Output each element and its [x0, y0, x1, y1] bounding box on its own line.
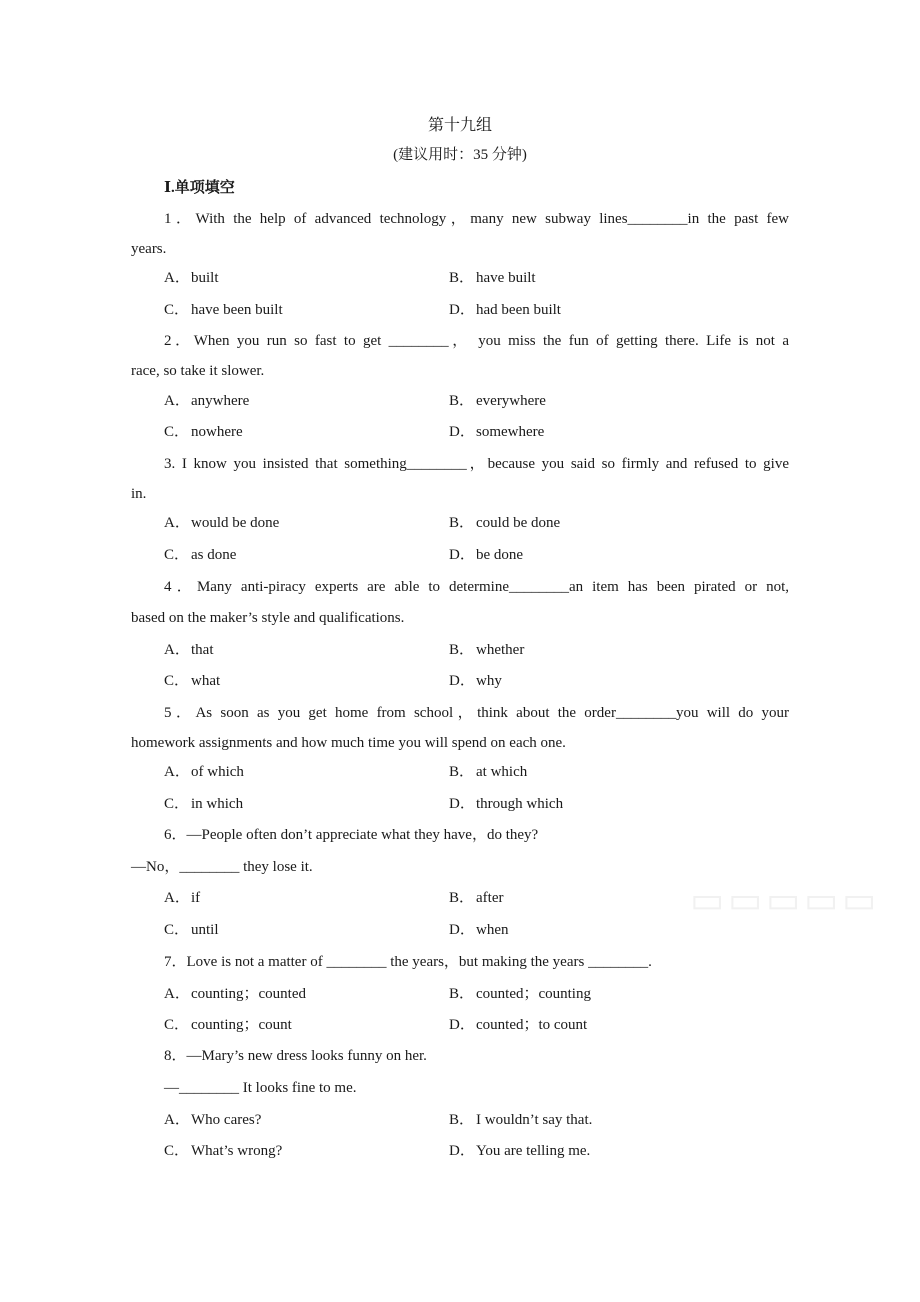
question-2-option-d[interactable]: D．somewhere — [449, 424, 545, 440]
question-6-stem-line-1: 6．—People often don’t appreciate what they have，do they? — [164, 827, 539, 843]
section-heading: Ⅰ.单项填空 — [164, 180, 235, 196]
question-8-option-d[interactable]: D．You are telling me. — [449, 1143, 591, 1159]
question-2-stem-line-2: race, so take it slower. — [131, 363, 265, 379]
question-6-stem-line-2: —No，________ they lose it. — [131, 859, 313, 875]
question-6-option-b[interactable]: B． after — [449, 890, 504, 906]
question-5-option-d[interactable]: D．through which — [449, 796, 564, 812]
question-3-option-a[interactable]: A．would be done — [164, 515, 280, 531]
question-3-stem-line-1: 3. I know you insisted that something________，because you said so firmly and refused to give — [164, 456, 789, 472]
question-2-option-a[interactable]: A．anywhere — [164, 393, 250, 409]
question-1-option-b[interactable]: B． have built — [449, 270, 536, 286]
question-3-stem-line-2: in. — [131, 486, 147, 502]
question-7-option-c[interactable]: C． counting；count — [164, 1017, 292, 1033]
question-4-option-a[interactable]: A．that — [164, 642, 214, 658]
question-7-option-d[interactable]: D．counted；to count — [449, 1017, 588, 1033]
question-5-stem-line-1: 5．As soon as you get home from school，think about the order________you will do your — [164, 705, 789, 721]
question-3-option-b[interactable]: B． could be done — [449, 515, 561, 531]
question-6-option-d[interactable]: D．when — [449, 922, 509, 938]
watermark-graphic: ▭▭▭▭▭ — [690, 880, 881, 921]
question-3-option-c[interactable]: C． as done — [164, 547, 237, 563]
question-8-stem-line-2: —________ It looks fine to me. — [164, 1080, 357, 1096]
question-5-stem-line-2: homework assignments and how much time you will spend on each one. — [131, 735, 566, 751]
question-5-option-c[interactable]: C． in which — [164, 796, 244, 812]
question-4-stem-line-2: based on the maker’s style and qualifications. — [131, 610, 405, 626]
question-1-stem-line-1: 1．With the help of advanced technology，many new subway lines________in the past few — [164, 211, 789, 227]
question-8-option-a[interactable]: A．Who cares? — [164, 1112, 262, 1128]
question-7-option-a[interactable]: A．counting；counted — [164, 986, 306, 1002]
question-5-option-a[interactable]: A．of which — [164, 764, 244, 780]
question-4-option-c[interactable]: C． what — [164, 673, 221, 689]
question-4-option-d[interactable]: D．why — [449, 673, 502, 689]
question-1-option-d[interactable]: D．had been built — [449, 302, 561, 318]
question-8-option-b[interactable]: B． I wouldn’t say that. — [449, 1112, 593, 1128]
question-4-stem-line-1: 4．Many anti-piracy experts are able to determine________an item has been pirated or not, — [164, 579, 789, 595]
question-7-stem-line-1: 7．Love is not a matter of ________ the years，but making the years ________. — [164, 954, 652, 970]
question-4-option-b[interactable]: B． whether — [449, 642, 525, 658]
question-7-option-b[interactable]: B． counted；counting — [449, 986, 591, 1002]
question-8-stem-line-1: 8．—Mary’s new dress looks funny on her. — [164, 1048, 427, 1064]
question-8-option-c[interactable]: C． What’s wrong? — [164, 1143, 283, 1159]
page-title: 第十九组 — [427, 117, 492, 134]
time-suggestion: (建议用时：35 分钟) — [393, 147, 527, 163]
question-6-option-c[interactable]: C． until — [164, 922, 219, 938]
question-2-option-c[interactable]: C． nowhere — [164, 424, 243, 440]
question-1-stem-line-2: years. — [131, 241, 167, 257]
question-2-option-b[interactable]: B． everywhere — [449, 393, 546, 409]
question-6-option-a[interactable]: A．if — [164, 890, 201, 906]
question-1-option-a[interactable]: A．built — [164, 270, 219, 286]
question-1-option-c[interactable]: C． have been built — [164, 302, 283, 318]
question-2-stem-line-1: 2．When you run so fast to get ________， you miss the fun of getting there. Life is not a — [164, 333, 789, 349]
question-5-option-b[interactable]: B． at which — [449, 764, 528, 780]
question-3-option-d[interactable]: D．be done — [449, 547, 524, 563]
